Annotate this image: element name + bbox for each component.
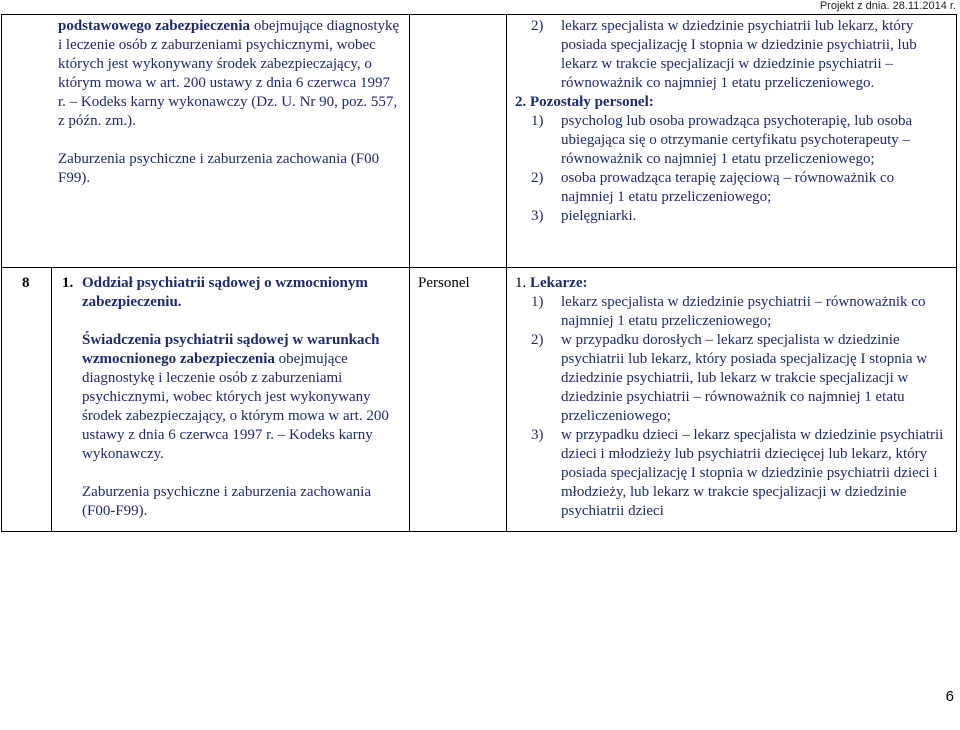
table-row xyxy=(2,15,957,268)
item-text: lekarz specjalista w dziedzinie psychiatrii – równoważnik co najmniej 1 etatu przeliczeniowego; xyxy=(561,294,926,329)
list-item xyxy=(531,17,946,93)
page-number: 6 xyxy=(945,688,954,705)
scope-description xyxy=(58,17,401,131)
document-table xyxy=(1,14,957,532)
doctors-heading xyxy=(511,274,946,293)
category-cell xyxy=(410,15,507,268)
list-item xyxy=(531,207,946,226)
scope-text: obejmujące diagnostykę i leczenie osób z zaburzeniami psychicznymi, wobec których jest wykonywany środek zabezpieczający, o którym mowa w art. 200 ustawy z dnia 6 czerwca 1997 r. – Kodeks karny wykonawczy. xyxy=(82,351,389,462)
item-number: 3) xyxy=(531,208,544,224)
list-item xyxy=(531,426,946,521)
staff-cell xyxy=(507,15,957,268)
item-number: 1) xyxy=(531,294,544,310)
heading-label: Lekarze: xyxy=(530,275,588,291)
section-number: 1. xyxy=(62,275,74,291)
doctors-list xyxy=(511,293,946,521)
list-item xyxy=(531,112,946,169)
item-text: lekarz specjalista w dziedzinie psychiatrii lub lekarz, który posiada specjalizację I stopnia w dziedzinie psychiatrii, lub lekarz w trakcie specjalizacji w dziedzinie psychiatrii – równoważnik co najmniej 1 etatu przeliczeniowego. xyxy=(561,18,917,91)
scope-description xyxy=(62,331,401,464)
list-item xyxy=(531,331,946,426)
scope-bold-phrase: podstawowego zabezpieczenia xyxy=(58,18,251,34)
item-text: w przypadku dorosłych – lekarz specjalista w dziedzinie psychiatrii lub lekarz, który posiada specjalizację I stopnia w dziedzinie psychiatrii, lub lekarz w trakcie specjalizacji w dziedzinie psychiatrii – równoważnik co najmniej 1 etatu przeliczeniowego; xyxy=(561,332,928,424)
list-item xyxy=(531,169,946,207)
section-heading: 2. Pozostały personel: xyxy=(515,94,654,110)
item-text: osoba prowadząca terapię zajęciową – równoważnik co najmniej 1 etatu przeliczeniowego; xyxy=(561,170,895,205)
disorders-text: Zaburzenia psychiczne i zaburzenia zachowania (F00-F99). xyxy=(82,484,371,519)
doctors-list xyxy=(511,17,946,93)
category-label: Personel xyxy=(418,275,470,291)
scope-bold-phrase: Świadczenia psychiatrii sądowej w warunkach wzmocnionego zabezpieczenia xyxy=(82,332,380,367)
staff-cell xyxy=(507,268,957,532)
item-text: psycholog lub osoba prowadząca psychoterapię, lub osoba ubiegająca się o otrzymanie certyfikatu psychoterapeuty – równoważnik co najmniej 1 etatu przeliczeniowego; xyxy=(561,113,913,167)
section-title-text: Oddział psychiatrii sądowej o wzmocnionym zabezpieczeniu. xyxy=(82,275,368,310)
scope-phrase-rest: obejmujące xyxy=(250,18,323,34)
item-text: w przypadku dzieci – lekarz specjalista w dziedzinie psychiatrii dzieci i młodzieży lub psychiatrii dziecięcej lub lekarz, który posiada specjalizację I stopnia w dziedzinie psychiatrii dzieci i młodzieży, lub lekarz w trakcie specjalizacji w dziedzinie psychiatrii dzieci xyxy=(561,427,944,519)
item-number: 2) xyxy=(531,332,544,348)
scope-text: diagnostykę i leczenie osób z zaburzeniami psychicznymi, wobec których jest wykonywany środek zabezpieczający, o którym mowa w art. 200 ustawy z dnia 6 czerwca 1997 r. – Kodeks karny wykonawczy (Dz. U. Nr 90, poz. 557, z późn. zm.). xyxy=(58,18,400,129)
item-text: pielęgniarki. xyxy=(561,208,637,224)
heading-number: 1. xyxy=(515,275,527,291)
table-row xyxy=(2,268,957,532)
project-date-header: Projekt z dnia. 28.11.2014 r. xyxy=(819,0,956,12)
item-number: 3) xyxy=(531,427,544,443)
category-cell xyxy=(410,268,507,532)
other-staff-list xyxy=(511,112,946,226)
item-number: 2) xyxy=(531,18,544,34)
scope-cell xyxy=(2,15,410,268)
list-item xyxy=(531,293,946,331)
disorders-text: Zaburzenia psychiczne i zaburzenia zachowania (F00 F99). xyxy=(58,151,380,186)
scope-cell xyxy=(52,268,410,532)
item-number: 2) xyxy=(531,170,544,186)
item-number: 1) xyxy=(531,113,544,129)
row-number: 8 xyxy=(2,268,52,532)
section-title xyxy=(62,274,401,312)
